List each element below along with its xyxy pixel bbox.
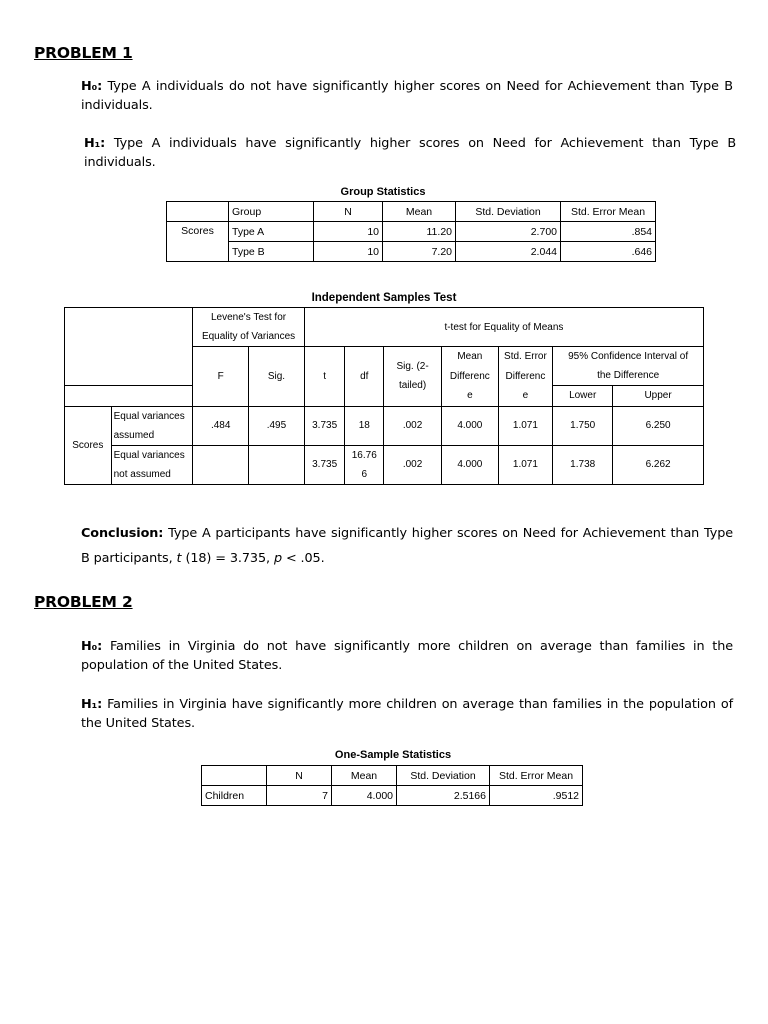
table-cell: 2.700 (456, 222, 561, 242)
table-cell: 4.000 (332, 786, 397, 806)
ist-row-group: Scores (65, 406, 112, 484)
h0-text: Families in Virginia do not have significantly more children on average than families in the population of the United States. (81, 639, 733, 673)
conclusion-t: t (176, 551, 182, 566)
table-cell: .9512 (490, 786, 583, 806)
table-cell: 6.250 (613, 406, 704, 445)
col-se-line1: Std. Error (504, 351, 547, 362)
gs-header-group: Group (229, 202, 314, 222)
h1-label: H₁: (84, 136, 106, 151)
table-cell: 10 (314, 222, 383, 242)
col-se-line3: e (522, 390, 529, 401)
gs-header-sd: Std. Deviation (456, 202, 561, 222)
table-cell: .484 (193, 406, 249, 445)
one-sample-title: One-Sample Statistics (334, 749, 452, 761)
problem1-null-hypothesis (81, 77, 733, 115)
problem2-alt-hypothesis (81, 695, 733, 733)
ci-header-line1: 95% Confidence Interval of (568, 351, 689, 363)
ist-row2-label-line1: Equal variances (113, 449, 185, 461)
problem2-null-hypothesis (81, 637, 733, 675)
col-md-line2: Differenc (449, 370, 490, 382)
table-cell: .854 (561, 222, 656, 242)
table-cell: 2.044 (456, 242, 561, 262)
ci-header (553, 347, 704, 386)
col-sig2-line2: tailed) (398, 380, 427, 392)
table-cell: 1.738 (553, 445, 613, 484)
col-lower: Lower (553, 386, 613, 406)
col-mean-diff (442, 347, 499, 407)
ind-test-title: Independent Samples Test (311, 292, 457, 304)
conclusion-label: Conclusion: (81, 526, 164, 541)
table-cell: 6.262 (613, 445, 704, 484)
table-cell: 10 (314, 242, 383, 262)
table-cell: 1.071 (498, 445, 553, 484)
h0-label: H₀: (81, 79, 103, 94)
h1-label: H₁: (81, 697, 103, 712)
table-cell: 11.20 (383, 222, 456, 242)
gs-header-sem: Std. Error Mean (561, 202, 656, 222)
col-se-line2: Differenc (505, 370, 546, 382)
ist-row2-df-line1: 16.76 (351, 449, 377, 461)
h0-label: H₀: (81, 639, 103, 654)
conclusion-text: Type A participants have significantly higher scores on Need for Achievement than Type B participants, (81, 526, 734, 566)
table-cell (345, 445, 384, 484)
table-row: Type B (229, 242, 314, 262)
gs-row-label: Scores (167, 222, 229, 262)
table-row: Type A (229, 222, 314, 242)
h1-text: Families in Virginia have significantly more children on average than families in the population of the United States. (81, 697, 734, 731)
col-md-line3: e (467, 390, 473, 401)
gs-header-n: N (314, 202, 383, 222)
ist-row2-df-line2: 6 (361, 468, 368, 480)
table-cell: 3.735 (304, 406, 345, 445)
table-cell: .646 (561, 242, 656, 262)
table-cell: 7 (267, 786, 332, 806)
col-upper: Upper (613, 386, 704, 406)
table-cell: 18 (345, 406, 384, 445)
levene-header-line1: Levene's Test for (211, 312, 287, 323)
table-cell: 3.735 (304, 445, 345, 484)
table-cell: .002 (384, 406, 442, 445)
col-md-line1: Mean (457, 351, 483, 362)
table-cell: 7.20 (383, 242, 456, 262)
h0-text: Type A individuals do not have significantly higher scores on Need for Achievement than Type B individuals. (81, 79, 733, 113)
table-cell: .495 (249, 406, 305, 445)
col-df: df (345, 347, 384, 407)
os-header-sd: Std. Deviation (397, 766, 490, 786)
os-header-n: N (267, 766, 332, 786)
group-stats-title: Group Statistics (340, 186, 426, 198)
conclusion-stat: (18) = 3.735, (185, 551, 270, 566)
conclusion-end: < .05. (285, 551, 325, 566)
ist-row2-label (111, 445, 193, 484)
ci-header-line2: the Difference (597, 370, 660, 382)
os-row-label: Children (202, 786, 267, 806)
os-header-sem: Std. Error Mean (490, 766, 583, 786)
col-sig2-line1: Sig. (2- (396, 361, 429, 373)
table-cell: 4.000 (442, 406, 499, 445)
table-cell: .002 (384, 445, 442, 484)
ist-row1-label (111, 406, 193, 445)
one-sample-table (201, 765, 583, 806)
h1-text: Type A individuals have significantly higher scores on Need for Achievement than Type B individuals. (84, 136, 736, 170)
col-sig2 (384, 347, 442, 407)
problem1-conclusion (81, 521, 733, 571)
independent-samples-table (64, 307, 704, 485)
col-t: t (304, 347, 345, 407)
ist-row1-label-line2: assumed (113, 429, 155, 441)
table-cell: 2.5166 (397, 786, 490, 806)
conclusion-p: p (273, 551, 282, 566)
problem1-heading: PROBLEM 1 (34, 44, 133, 62)
col-se-diff (498, 347, 553, 407)
problem1-alt-hypothesis (84, 134, 736, 172)
problem2-heading: PROBLEM 2 (34, 593, 133, 611)
os-header-mean: Mean (332, 766, 397, 786)
ist-row2-label-line2: not assumed (113, 468, 171, 480)
col-sig: Sig. (249, 347, 305, 407)
ttest-header: t-test for Equality of Means (304, 308, 703, 347)
group-stats-table (166, 201, 656, 262)
table-cell: 1.750 (553, 406, 613, 445)
ist-row1-label-line1: Equal variances (113, 410, 185, 422)
levene-header-line2: Equality of Variances (201, 331, 296, 342)
table-cell: 4.000 (442, 445, 499, 484)
levene-header (193, 308, 305, 347)
col-f: F (193, 347, 249, 407)
gs-header-mean: Mean (383, 202, 456, 222)
table-cell: 1.071 (498, 406, 553, 445)
